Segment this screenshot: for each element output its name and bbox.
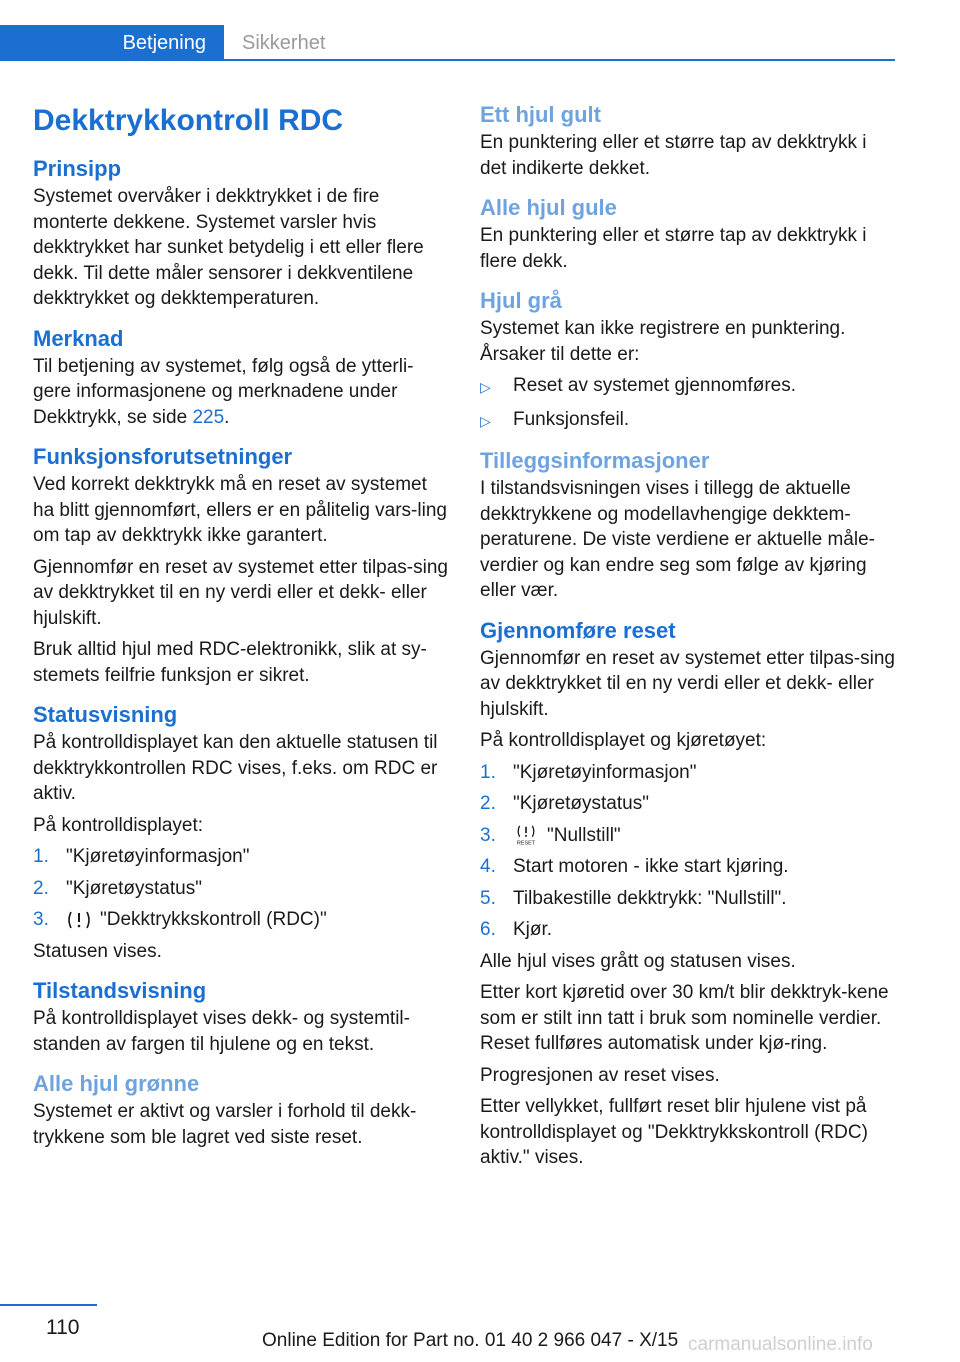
step-number: 6. — [480, 919, 496, 940]
gronne-text: Systemet er aktivt og varsler i forhold til dekk‐trykkene som ble lagret ved siste reset. — [33, 1101, 417, 1148]
header-tabs — [0, 25, 895, 61]
list-item — [480, 854, 898, 880]
funksjon-p2: Gjennomfør en reset av systemet etter tilpas‐sing av dekktrykket til en ny verdi eller et dekk- eller hjulskift. — [33, 556, 448, 629]
step-number: 2. — [33, 877, 49, 899]
heading-merknad: Merknad — [33, 325, 124, 351]
heading-tilstand: Tilstandsvisning — [33, 978, 207, 1003]
step-number: 1. — [33, 846, 49, 867]
bullet-text: Reset av systemet gjennomføres. — [513, 375, 796, 396]
tab-sikkerhet[interactable] — [224, 25, 325, 61]
heading-gronne: Alle hjul grønne — [33, 1071, 200, 1096]
list-item — [480, 407, 898, 435]
gra-bullets — [480, 373, 898, 434]
prinsipp-text: Systemet overvåker i dekktrykket i de fire monterte dekkene. Systemet varsler hvis dekktrykket har sunket betydelig i ett eller flere dekk. Til dette måler sensorer i dekkventilene dekktrykket og dekktemperaturen. — [33, 186, 424, 309]
heading-reset: Gjennomføre reset — [480, 617, 676, 643]
step-text: "Kjøretøyinformasjon" — [513, 761, 697, 783]
list-item — [33, 907, 451, 933]
section-gult — [480, 100, 898, 181]
heading-tillegg: Tilleggsinformasjoner — [480, 448, 710, 473]
step-text: "Kjøretøyinformasjon" — [66, 846, 250, 867]
funksjon-p1: Ved korrekt dekktrykk må en reset av systemet ha blitt gjennomført, ellers er en pålitelig vars‐ling om tap av dekktrykk ikke garantert. — [33, 474, 447, 546]
step-number: 1. — [480, 761, 496, 783]
triangle-bullet-icon: ▷ — [480, 412, 491, 429]
tilstand-text: På kontrolldisplayet vises dekk- og systemtil‐standen av fargen til hjulene og en tekst. — [33, 1008, 410, 1055]
gra-text: Systemet kan ikke registrere en punktering. Årsaker til dette er: — [480, 318, 846, 365]
footer-divider — [0, 1304, 97, 1306]
heading-funksjon: Funksjonsforutsetninger — [33, 444, 293, 469]
step-text: "Dekktrykkskontroll (RDC)" — [100, 909, 327, 930]
list-item — [480, 760, 898, 786]
gult-text: En punktering eller et større tap av dekktrykk i det indikerte dekket. — [480, 132, 867, 179]
merknad-text — [33, 354, 451, 431]
step-number: 4. — [480, 856, 496, 877]
left-column — [33, 100, 451, 1162]
section-gronne — [33, 1069, 451, 1150]
status-steps — [33, 844, 451, 933]
section-tillegg — [480, 446, 898, 604]
tire-warning-icon — [66, 909, 92, 931]
section-gule — [480, 193, 898, 274]
section-tilstand — [33, 976, 451, 1057]
status-p1: På kontrolldisplayet kan den aktuelle statusen til dekktrykkontrollen RDC vises, f.eks. om RDC er aktiv. — [33, 732, 438, 804]
reset-p2: På kontrolldisplayet og kjøretøyet: — [480, 730, 767, 751]
step-text: "Kjøretøystatus" — [66, 877, 202, 899]
funksjon-p3: Bruk alltid hjul med RDC-elektronikk, slik at sy‐stemets feilfrie funksjon er sikret. — [33, 639, 427, 686]
step-text: Start motoren - ikke start kjøring. — [513, 856, 789, 877]
gule-text: En punktering eller et større tap av dekktrykk i flere dekk. — [480, 225, 867, 272]
reset-p3: Alle hjul vises grått og statusen vises. — [480, 950, 796, 972]
page-link-225[interactable]: 225 — [192, 406, 225, 428]
right-column — [480, 100, 898, 1183]
section-prinsipp — [33, 154, 451, 312]
heading-gule: Alle hjul gule — [480, 195, 617, 220]
heading-prinsipp: Prinsipp — [33, 156, 122, 181]
list-item — [480, 917, 898, 943]
tab-sikkerhet-label: Sikkerhet — [242, 31, 326, 54]
tab-betjening-label: Betjening — [122, 31, 206, 54]
step-text: Tilbakestille dekktrykk: "Nullstill". — [513, 887, 787, 909]
section-funksjon — [33, 442, 451, 688]
edition-text: Online Edition for Part no. 01 40 2 966 047 - X/15 — [262, 1330, 679, 1351]
heading-gra: Hjul grå — [480, 288, 562, 313]
step-number: 3. — [33, 909, 49, 930]
merknad-text-after: . — [224, 406, 230, 428]
step-number: 5. — [480, 887, 496, 909]
list-item — [480, 373, 898, 401]
page-number: 110 — [46, 1316, 80, 1339]
list-item — [480, 823, 898, 849]
step-text: "Nullstill" — [547, 824, 621, 846]
list-item — [480, 886, 898, 912]
section-status — [33, 700, 451, 964]
list-item — [33, 844, 451, 870]
section-reset — [480, 616, 898, 1171]
merknad-text-before: Til betjening av systemet, følg også de ytterli‐gere informasjonene og merknadene under Dekktrykk, se side — [33, 355, 414, 428]
bullet-text: Funksjonsfeil. — [513, 408, 630, 430]
section-merknad — [33, 324, 451, 431]
heading-gult: Ett hjul gult — [480, 102, 601, 127]
reset-steps — [480, 760, 898, 943]
list-item — [33, 876, 451, 902]
step-number: 2. — [480, 793, 496, 814]
reset-p4: Etter kort kjøretid over 30 km/t blir dekktryk‐kene som er stilt inn tatt i bruk som nominelle verdier. Reset fullføres automatisk under kjø‐ring. — [480, 982, 889, 1054]
tire-reset-icon — [513, 824, 539, 846]
step-text: Kjør. — [513, 919, 553, 940]
svg-text:RESET: RESET — [516, 841, 536, 847]
section-gra — [480, 286, 898, 434]
triangle-bullet-icon: ▷ — [480, 379, 491, 395]
page-title: Dekktrykkontroll RDC — [33, 104, 344, 137]
reset-p1: Gjennomfør en reset av systemet etter tilpas‐sing av dekktrykket til en ny verdi eller et dekk- eller hjulskift. — [480, 647, 895, 720]
heading-status: Statusvisning — [33, 702, 178, 727]
step-number: 3. — [480, 824, 496, 846]
list-item — [480, 791, 898, 817]
reset-p5: Progresjonen av reset vises. — [480, 1064, 720, 1086]
step-text: "Kjøretøystatus" — [513, 793, 649, 814]
tab-betjening[interactable] — [0, 25, 224, 61]
watermark: carmanualsonline.info — [688, 1334, 873, 1355]
status-p3: Statusen vises. — [33, 940, 162, 962]
status-p2: På kontrolldisplayet: — [33, 814, 204, 836]
reset-p6: Etter vellykket, fullført reset blir hjulene vist på kontrolldisplayet og "Dekktrykkskontroll (RDC) aktiv." vises. — [480, 1096, 868, 1168]
tillegg-text: I tilstandsvisningen vises i tillegg de aktuelle dekktrykkene og modellavhengige dekktem‐peraturene. De viste verdiene er aktuelle måle‐verdier og kan endre seg som følge av kjøring eller vær. — [480, 478, 875, 601]
